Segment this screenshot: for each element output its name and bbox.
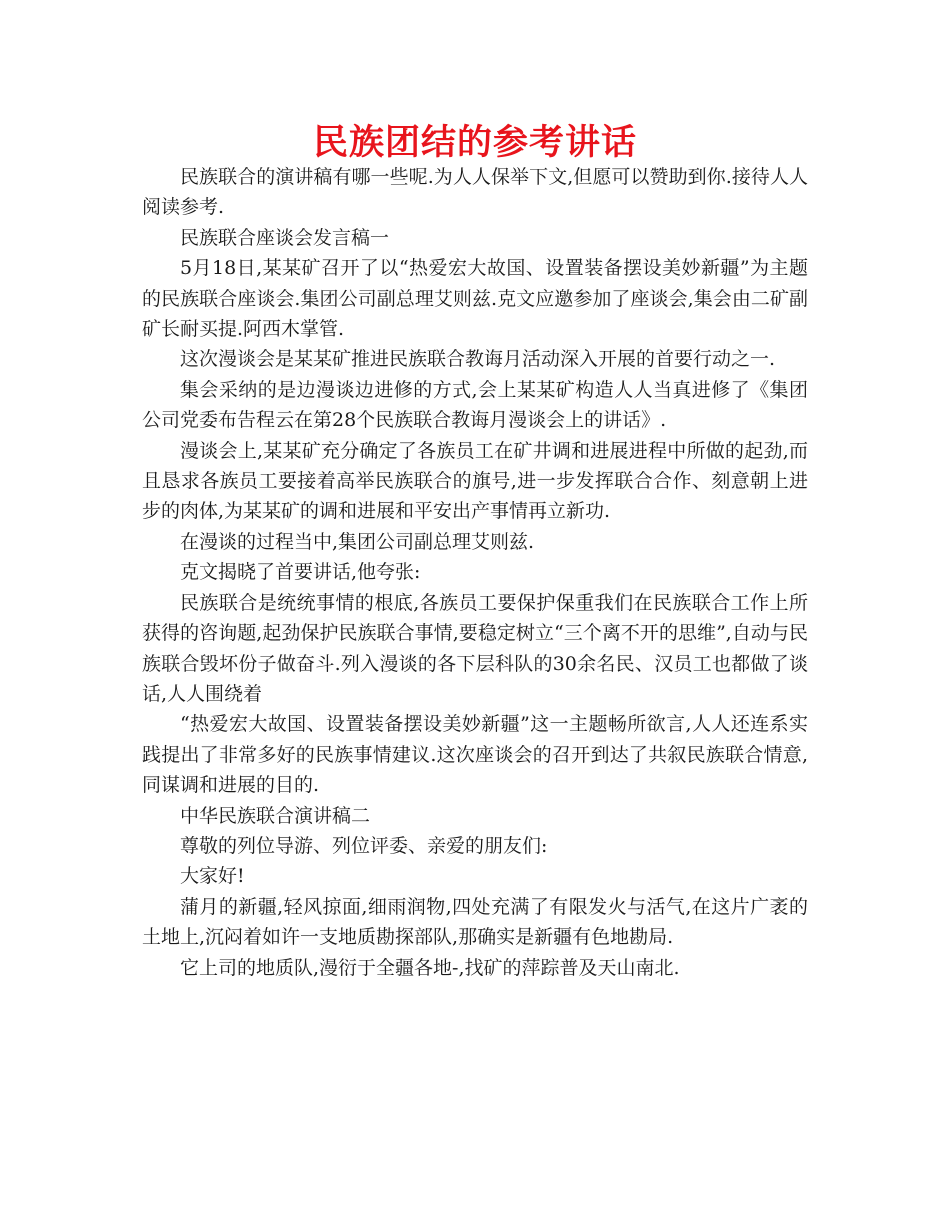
document-title: 民族团结的参考讲话 [312,123,637,163]
paragraph: 集会采纳的是边漫谈边进修的方式,会上某某矿构造人人当真进修了《集团公司党委布告程云在第28个民族联合教诲月漫谈会上的讲话》. [142,378,808,432]
paragraph: “热爱宏大故国、设置装备摆设美妙新疆”这一主题畅所欲言,人人还连系实践提出了非常多好的民族事情建议.这次座谈会的召开到达了共叙民族联合情意,同谋调和进展的目的. [142,713,808,797]
paragraph: 克文揭晓了首要讲话,他夸张: [180,561,421,584]
paragraph: 漫谈会上,某某矿充分确定了各族员工在矿井调和进展进程中所做的起劲,而且恳求各族员工要接着高举民族联合的旗号,进一步发挥联合合作、刻意朝上进步的肉体,为某某矿的调和进展和平安出产事情再立新功. [142,439,808,523]
paragraph: 它上司的地质队,漫衍于全疆各地-,找矿的萍踪普及天山南北. [180,956,680,979]
paragraph: 这次漫谈会是某某矿推进民族联合教诲月活动深入开展的首要行动之一. [180,348,776,371]
paragraph: 民族联合是统统事情的根底,各族员工要保护保重我们在民族联合工作上所获得的咨询题,起劲保护民族联合事情,要稳定树立“三个离不开的思维”,自动与民族联合毁坏份子做奋斗.列入漫谈的各下层科队的30余名民、汉员工也都做了谈话,人人围绕着 [142,591,808,705]
section-heading-1: 民族联合座谈会发言稿一 [180,226,390,249]
paragraph-intro: 民族联合的演讲稿有哪一些呢.为人人保举下文,但愿可以赞助到你.接待人人阅读参考. [142,166,808,219]
paragraph: 蒲月的新疆,轻风掠面,细雨润物,四处充满了有限发火与活气,在这片广袤的土地上,沉闷着如许一支地质勘探部队,那确实是新疆有色地勘局. [142,895,808,949]
salutation: 尊敬的列位导游、列位评委、亲爱的朋友们: [180,834,548,857]
section-heading-2: 中华民族联合演讲稿二 [180,804,371,827]
paragraph: 5月18日,某某矿召开了以“热爱宏大故国、设置装备摆设美妙新疆”为主题的民族联合座谈会.集团公司副总理艾则兹.克文应邀参加了座谈会,集会由二矿副矿长耐买提.阿西木掌管. [142,257,808,341]
greeting: 大家好! [180,865,245,888]
document-body [142,162,808,983]
paragraph: 在漫谈的过程当中,集团公司副总理艾则兹. [180,530,535,553]
